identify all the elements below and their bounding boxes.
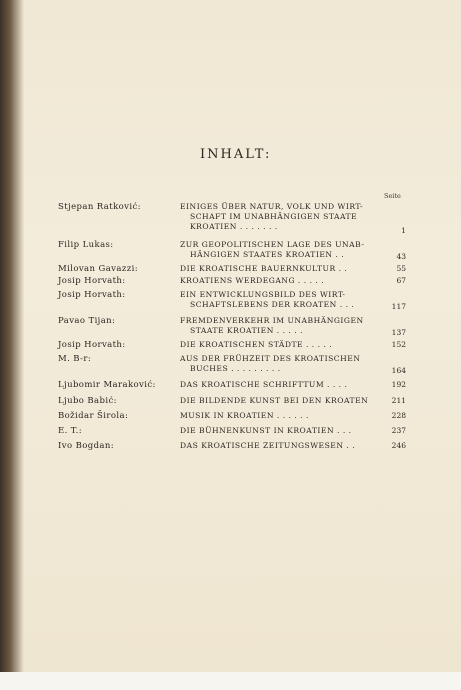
toc-page-number: 164	[391, 366, 406, 375]
toc-title-line: DIE KROATISCHEN STÄDTE . . . . .	[180, 340, 333, 349]
toc-author: Filip Lukas:	[58, 240, 114, 250]
toc-page-number: 67	[396, 276, 406, 285]
toc-author: Ljubomir Maraković:	[58, 380, 156, 390]
toc-title-line: DAS KROATISCHE SCHRIFTTUM . . . .	[180, 380, 348, 389]
toc-title	[180, 240, 376, 260]
toc-title-line: FREMDENVERKEHR IM UNABHÄNGIGEN	[180, 316, 364, 325]
toc-title-line: DAS KROATISCHE ZEITUNGSWESEN . .	[180, 441, 356, 450]
toc-author: Milovan Gavazzi:	[58, 264, 138, 274]
toc-page-number: 1	[401, 226, 406, 235]
toc-title-line: KROATIEN . . . . . . .	[190, 222, 278, 231]
toc-title	[180, 426, 376, 436]
toc-author: Božidar Širola:	[58, 411, 129, 421]
toc-title-line: AUS DER FRÜHZEIT DES KROATISCHEN	[180, 354, 361, 363]
toc-title-line: MUSIK IN KROATIEN . . . . . .	[180, 411, 309, 420]
toc-title	[180, 396, 376, 406]
toc-page-number: 137	[391, 328, 406, 337]
toc-author: Josip Horvath:	[58, 290, 126, 300]
toc-page-number: 152	[391, 340, 406, 349]
toc-page-number: 43	[396, 252, 406, 261]
toc-title	[180, 276, 376, 286]
toc-title	[180, 264, 376, 274]
toc-title-line: DIE BÜHNENKUNST IN KROATIEN . . .	[180, 426, 352, 435]
toc-title-line: SCHAFT IM UNABHÄNGIGEN STAATE	[190, 212, 358, 221]
toc-page-number: 192	[391, 380, 406, 389]
toc-title	[180, 380, 376, 390]
toc-author: Josip Horvath:	[58, 276, 126, 286]
toc-page-number: 117	[391, 302, 406, 311]
contents-heading: INHALT:	[200, 147, 272, 162]
toc-title	[180, 340, 376, 350]
toc-title	[180, 441, 376, 451]
toc-title-line: EIN ENTWICKLUNGSBILD DES WIRT-	[180, 290, 346, 299]
toc-title-line: DIE BILDENDE KUNST BEI DEN KROATEN	[180, 396, 369, 405]
page-column-label: Seite	[384, 192, 401, 200]
toc-author: Pavao Tijan:	[58, 316, 116, 326]
toc-title-line: ZUR GEOPOLITISCHEN LAGE DES UNAB-	[180, 240, 365, 249]
toc-title-line: BUCHES . . . . . . . . .	[190, 364, 281, 373]
toc-title	[180, 290, 376, 310]
toc-title	[180, 202, 376, 232]
toc-title-line: DIE KROATISCHE BAUERNKULTUR . .	[180, 264, 348, 273]
toc-title	[180, 411, 376, 421]
toc-page-number: 228	[391, 411, 406, 420]
toc-title-line: KROATIENS WERDEGANG . . . . .	[180, 276, 325, 285]
toc-title	[180, 354, 376, 374]
toc-author: E. T.:	[58, 426, 82, 436]
toc-title-line: EINIGES ÜBER NATUR, VOLK UND WIRT-	[180, 202, 364, 211]
background-strip	[0, 672, 461, 690]
toc-page-number: 246	[391, 441, 406, 450]
toc-page-number: 55	[396, 264, 406, 273]
toc-page-number: 237	[391, 426, 406, 435]
toc-title-line: HÄNGIGEN STAATES KROATIEN . .	[190, 250, 345, 259]
toc-author: Ljubo Babić:	[58, 396, 117, 406]
toc-page-number: 211	[391, 396, 406, 405]
toc-author: M. B-r:	[58, 354, 92, 364]
toc-title	[180, 316, 376, 336]
toc-author: Josip Horvath:	[58, 340, 126, 350]
toc-title-line: STAATE KROATIEN . . . . .	[190, 326, 304, 335]
toc-author: Stjepan Ratković:	[58, 202, 141, 212]
toc-author: Ivo Bogdan:	[58, 441, 115, 451]
toc-title-line: SCHAFTSLEBENS DER KROATEN . . .	[190, 300, 355, 309]
